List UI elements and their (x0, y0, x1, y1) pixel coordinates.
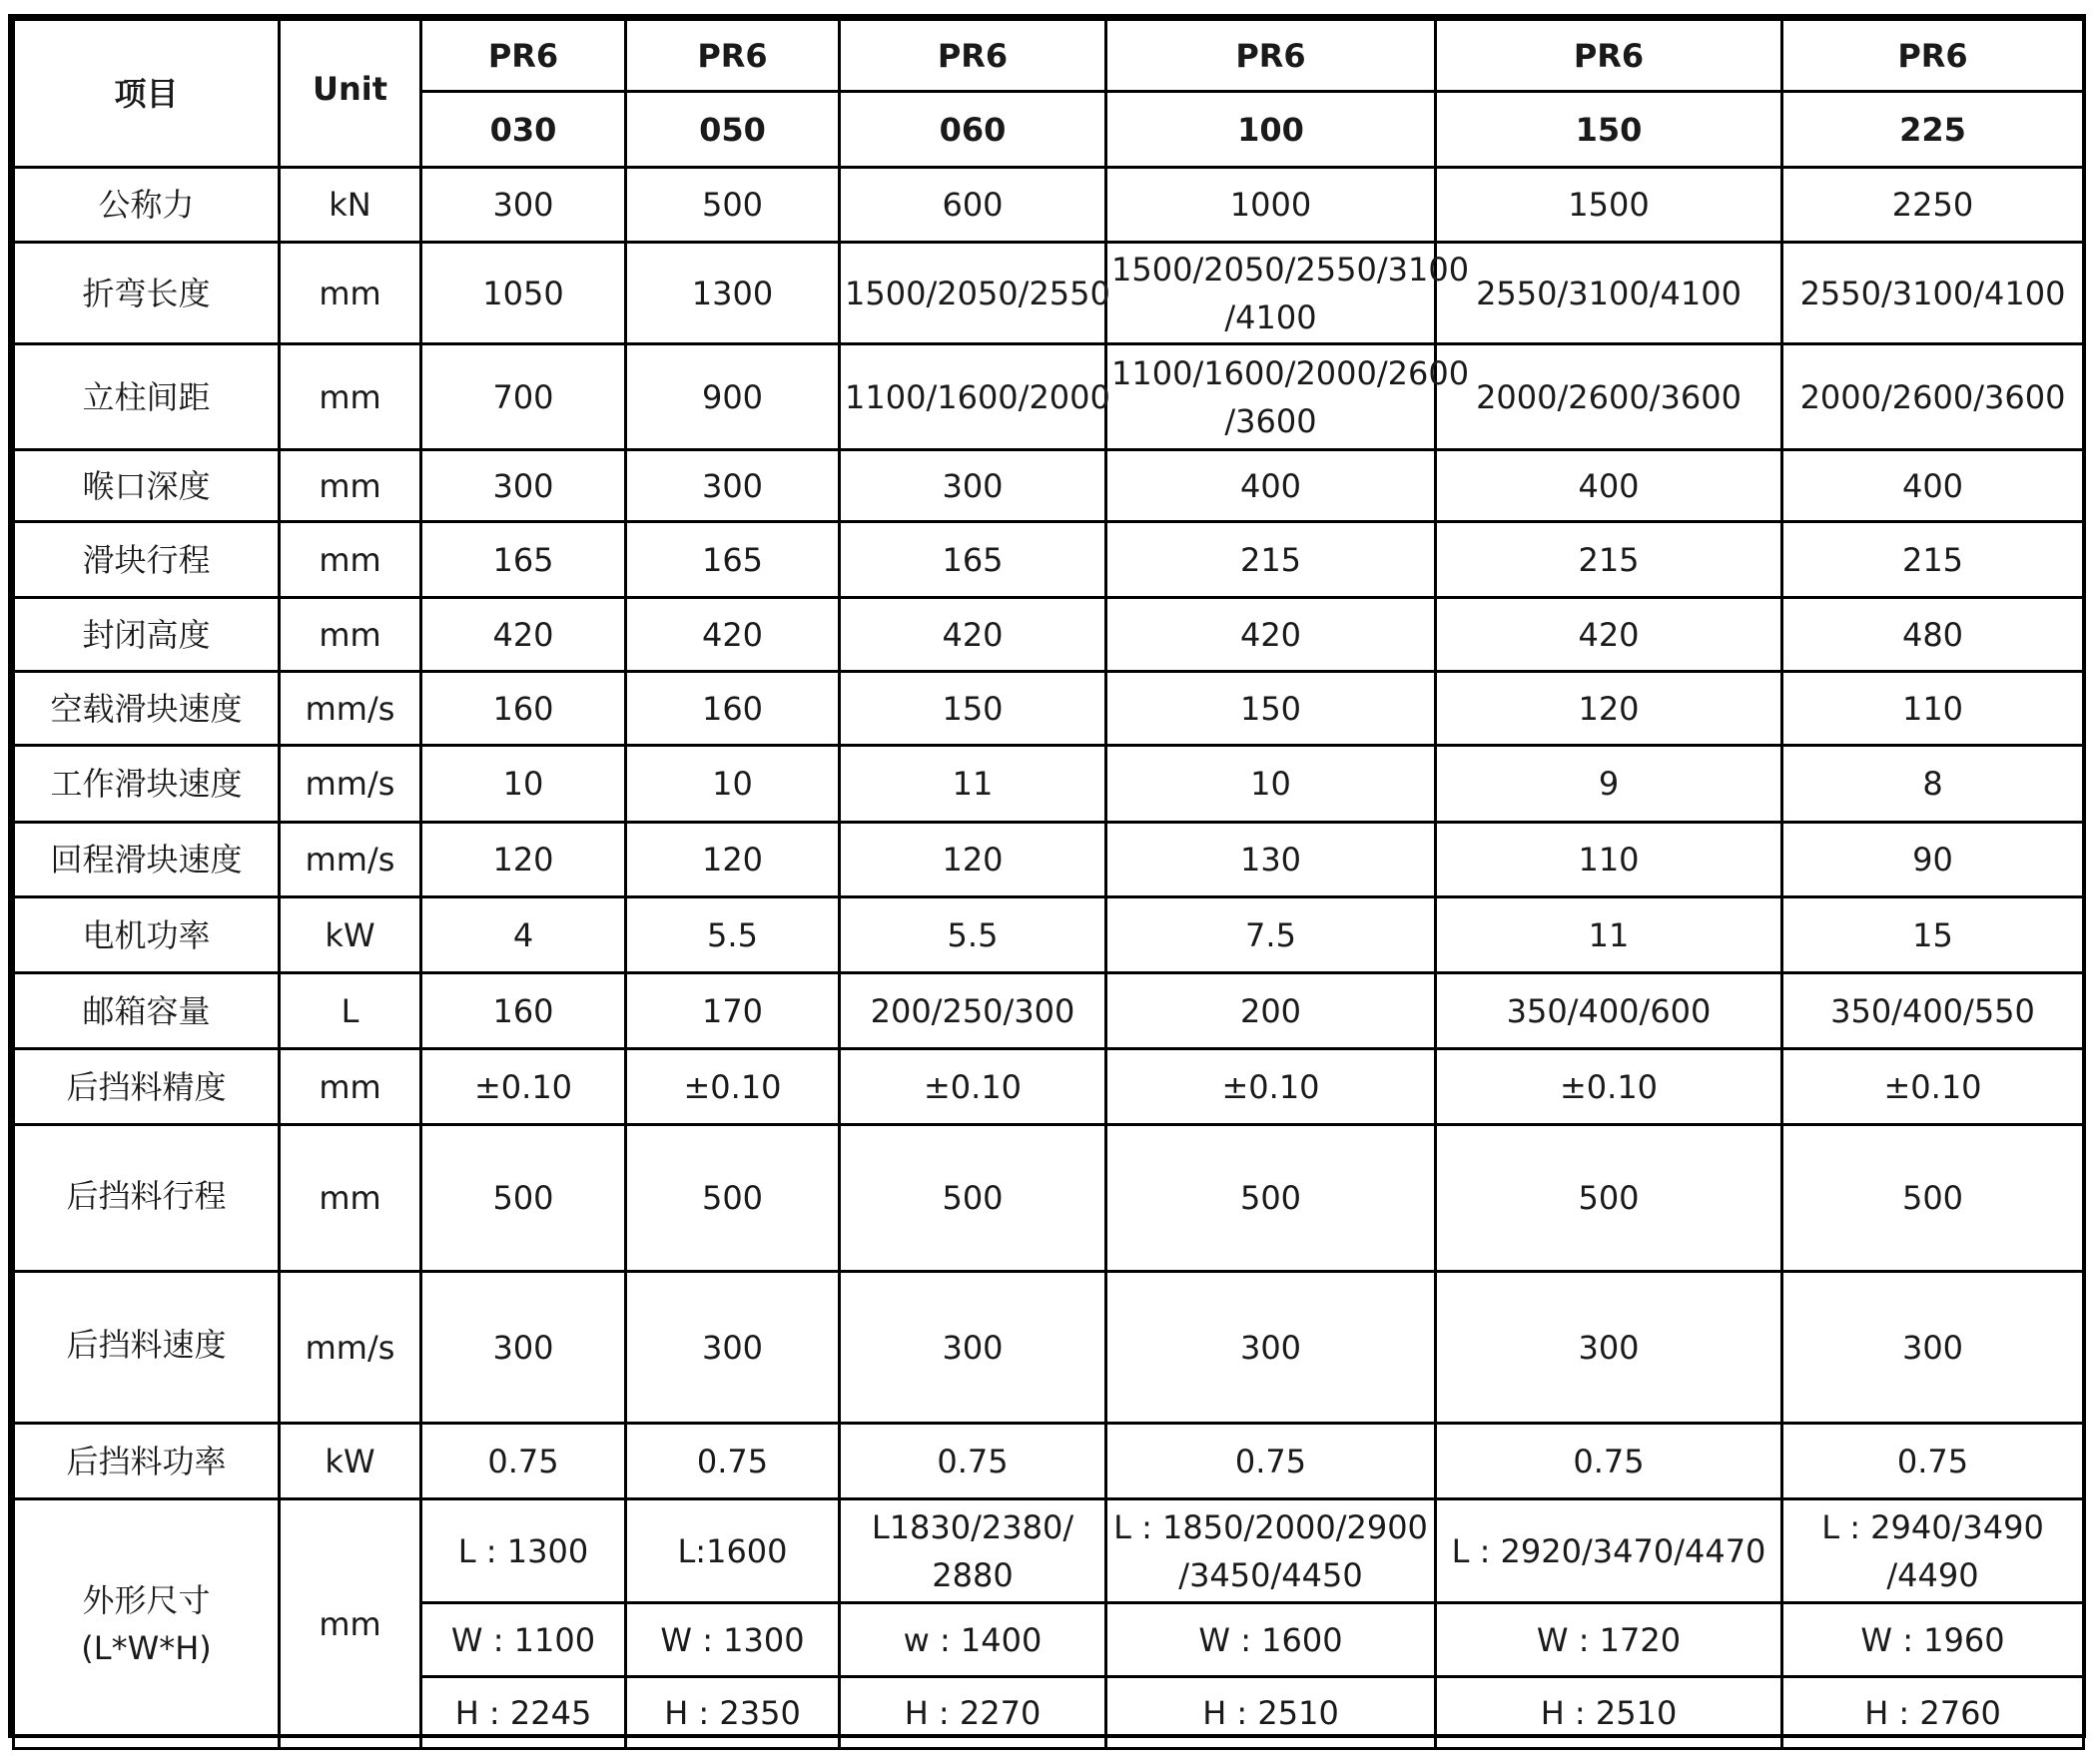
row-unit: mm (280, 243, 421, 344)
row-unit: mm (280, 450, 421, 522)
row-unit: mm (280, 598, 421, 672)
cell-value: H : 2760 (1782, 1677, 2084, 1749)
cell-value: 11 (1436, 897, 1782, 973)
cell-value: 420 (1106, 598, 1436, 672)
cell-value: 1050 (421, 243, 626, 344)
cell-value: ±0.10 (1436, 1049, 1782, 1125)
cell-value: 215 (1782, 522, 2084, 598)
table-row (14, 168, 2084, 243)
table-row (14, 1424, 2084, 1499)
cell-value: 15 (1782, 897, 2084, 973)
cell-value: 120 (421, 823, 626, 897)
cell-value: 110 (1436, 823, 1782, 897)
table-row (14, 823, 2084, 897)
cell-value: 400 (1106, 450, 1436, 522)
cell-value: 300 (1106, 1272, 1436, 1424)
row-label: 公称力 (14, 168, 280, 243)
table-row (14, 522, 2084, 598)
cell-value: 0.75 (421, 1424, 626, 1499)
cell-value: W : 1960 (1782, 1603, 2084, 1677)
cell-value: 420 (626, 598, 840, 672)
cell-value: 5.5 (626, 897, 840, 973)
cell-value: 1500/2050/2550 (840, 243, 1106, 344)
cell-value: 165 (840, 522, 1106, 598)
cell-value: 215 (1106, 522, 1436, 598)
row-label: 外形尺寸(L*W*H) (14, 1499, 280, 1749)
cell-value: W : 1600 (1106, 1603, 1436, 1677)
table-row (14, 1049, 2084, 1125)
cell-value: 480 (1782, 598, 2084, 672)
cell-value: 1500 (1436, 168, 1782, 243)
cell-value: 2000/2600/3600 (1436, 344, 1782, 450)
cell-value: L:1600 (626, 1499, 840, 1603)
cell-value: 1100/1600/2000/2600 /3600 (1106, 344, 1436, 450)
model-number: 060 (840, 92, 1106, 168)
row-unit: mm (280, 522, 421, 598)
row-unit: kW (280, 897, 421, 973)
cell-value: 215 (1436, 522, 1782, 598)
cell-value: 0.75 (626, 1424, 840, 1499)
cell-value: 350/400/550 (1782, 973, 2084, 1049)
cell-value: 300 (840, 1272, 1106, 1424)
table-row (14, 973, 2084, 1049)
cell-value: 170 (626, 973, 840, 1049)
cell-value: 9 (1436, 746, 1782, 823)
cell-value: 300 (421, 1272, 626, 1424)
row-label: 立柱间距 (14, 344, 280, 450)
cell-value: H : 2270 (840, 1677, 1106, 1749)
cell-value: 2550/3100/4100 (1782, 243, 2084, 344)
cell-value: 120 (1436, 672, 1782, 746)
table-row (14, 897, 2084, 973)
row-unit: mm (280, 1049, 421, 1125)
cell-value: 500 (840, 1125, 1106, 1272)
cell-value: 500 (1106, 1125, 1436, 1272)
row-unit: mm/s (280, 1272, 421, 1424)
dimensions-row-length (14, 1499, 2084, 1603)
cell-value: 420 (840, 598, 1106, 672)
cell-value: 10 (421, 746, 626, 823)
cell-value: w : 1400 (840, 1603, 1106, 1677)
cell-value: 165 (421, 522, 626, 598)
row-label: 邮箱容量 (14, 973, 280, 1049)
cell-value: 5.5 (840, 897, 1106, 973)
row-label: 电机功率 (14, 897, 280, 973)
cell-value: 110 (1782, 672, 2084, 746)
cell-value: ±0.10 (1782, 1049, 2084, 1125)
model-number: 030 (421, 92, 626, 168)
cell-value: 150 (840, 672, 1106, 746)
cell-value: 2550/3100/4100 (1436, 243, 1782, 344)
model-series: PR6 (840, 20, 1106, 92)
row-label: 空载滑块速度 (14, 672, 280, 746)
model-number: 100 (1106, 92, 1436, 168)
table-row (14, 598, 2084, 672)
cell-value: 90 (1782, 823, 2084, 897)
table-row (14, 450, 2084, 522)
cell-value: 165 (626, 522, 840, 598)
cell-value: 11 (840, 746, 1106, 823)
model-number: 150 (1436, 92, 1782, 168)
cell-value: L : 2920/3470/4470 (1436, 1499, 1782, 1603)
table-row (14, 243, 2084, 344)
cell-value: 300 (1436, 1272, 1782, 1424)
row-label: 封闭高度 (14, 598, 280, 672)
row-unit: mm/s (280, 672, 421, 746)
model-series: PR6 (1106, 20, 1436, 92)
row-unit: mm (280, 344, 421, 450)
row-unit: mm/s (280, 746, 421, 823)
table-row (14, 344, 2084, 450)
table-row (14, 672, 2084, 746)
row-label: 后挡料功率 (14, 1424, 280, 1499)
row-label: 后挡料精度 (14, 1049, 280, 1125)
cell-value: 1100/1600/2000 (840, 344, 1106, 450)
cell-value: 300 (626, 1272, 840, 1424)
table-row (14, 746, 2084, 823)
row-label: 后挡料速度 (14, 1272, 280, 1424)
cell-value: 150 (1106, 672, 1436, 746)
header-item: 项目 (14, 20, 280, 168)
cell-value: 130 (1106, 823, 1436, 897)
row-unit: L (280, 973, 421, 1049)
cell-value: 420 (1436, 598, 1782, 672)
table-row (14, 1125, 2084, 1272)
cell-value: 500 (421, 1125, 626, 1272)
cell-value: 120 (626, 823, 840, 897)
row-label: 工作滑块速度 (14, 746, 280, 823)
row-unit: mm (280, 1125, 421, 1272)
cell-value: L : 1850/2000/2900 /3450/4450 (1106, 1499, 1436, 1603)
cell-value: 2250 (1782, 168, 2084, 243)
model-series: PR6 (1782, 20, 2084, 92)
cell-value: 2000/2600/3600 (1782, 344, 2084, 450)
cell-value: 1300 (626, 243, 840, 344)
cell-value: 400 (1782, 450, 2084, 522)
cell-value: W : 1300 (626, 1603, 840, 1677)
cell-value: 1000 (1106, 168, 1436, 243)
row-label: 回程滑块速度 (14, 823, 280, 897)
cell-value: H : 2350 (626, 1677, 840, 1749)
cell-value: 160 (626, 672, 840, 746)
cell-value: 700 (421, 344, 626, 450)
spec-table (12, 18, 2085, 1750)
cell-value: 200 (1106, 973, 1436, 1049)
cell-value: 0.75 (1436, 1424, 1782, 1499)
cell-value: 500 (626, 168, 840, 243)
cell-value: W : 1720 (1436, 1603, 1782, 1677)
cell-value: 500 (626, 1125, 840, 1272)
model-number: 225 (1782, 92, 2084, 168)
cell-value: 420 (421, 598, 626, 672)
cell-value: 350/400/600 (1436, 973, 1782, 1049)
cell-value: H : 2245 (421, 1677, 626, 1749)
header-row-series (14, 20, 2084, 92)
cell-value: 400 (1436, 450, 1782, 522)
cell-value: 300 (421, 168, 626, 243)
row-label: 喉口深度 (14, 450, 280, 522)
table-row (14, 1272, 2084, 1424)
cell-value: 300 (626, 450, 840, 522)
cell-value: 500 (1436, 1125, 1782, 1272)
cell-value: 4 (421, 897, 626, 973)
cell-value: H : 2510 (1106, 1677, 1436, 1749)
row-unit: kW (280, 1424, 421, 1499)
cell-value: 10 (1106, 746, 1436, 823)
cell-value: 160 (421, 973, 626, 1049)
model-number: 050 (626, 92, 840, 168)
row-unit: mm (280, 1499, 421, 1749)
cell-value: 600 (840, 168, 1106, 243)
cell-value: 0.75 (1782, 1424, 2084, 1499)
row-label: 折弯长度 (14, 243, 280, 344)
cell-value: 300 (1782, 1272, 2084, 1424)
cell-value: L : 2940/3490 /4490 (1782, 1499, 2084, 1603)
cell-value: ±0.10 (421, 1049, 626, 1125)
row-unit: mm/s (280, 823, 421, 897)
cell-value: 1500/2050/2550/3100 /4100 (1106, 243, 1436, 344)
header-unit: Unit (280, 20, 421, 168)
cell-value: ±0.10 (840, 1049, 1106, 1125)
model-series: PR6 (626, 20, 840, 92)
cell-value: ±0.10 (626, 1049, 840, 1125)
cell-value: 8 (1782, 746, 2084, 823)
cell-value: 7.5 (1106, 897, 1436, 973)
cell-value: 160 (421, 672, 626, 746)
cell-value: 300 (840, 450, 1106, 522)
cell-value: ±0.10 (1106, 1049, 1436, 1125)
cell-value: 0.75 (1106, 1424, 1436, 1499)
cell-value: 900 (626, 344, 840, 450)
cell-value: L : 1300 (421, 1499, 626, 1603)
cell-value: 0.75 (840, 1424, 1106, 1499)
cell-value: W : 1100 (421, 1603, 626, 1677)
cell-value: 500 (1782, 1125, 2084, 1272)
cell-value: 300 (421, 450, 626, 522)
cell-value: L1830/2380/ 2880 (840, 1499, 1106, 1603)
row-unit: kN (280, 168, 421, 243)
row-label: 滑块行程 (14, 522, 280, 598)
cell-value: 200/250/300 (840, 973, 1106, 1049)
row-label: 后挡料行程 (14, 1125, 280, 1272)
model-series: PR6 (1436, 20, 1782, 92)
cell-value: H : 2510 (1436, 1677, 1782, 1749)
cell-value: 120 (840, 823, 1106, 897)
cell-value: 10 (626, 746, 840, 823)
spec-sheet (8, 14, 2086, 1738)
model-series: PR6 (421, 20, 626, 92)
